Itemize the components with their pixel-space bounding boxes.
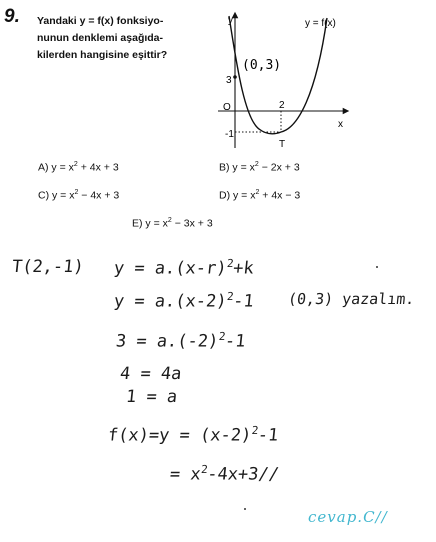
line-2-a: y = a.(x-2) [112, 291, 228, 312]
stem-line-1: Yandaki y = f(x) fonksiyo- [37, 15, 164, 27]
line-7-mark: // [257, 464, 280, 485]
option-a-prefix: A) y = x [38, 161, 74, 174]
solution-line-5: 1 = a [124, 387, 179, 407]
solution-line-6 [107, 424, 280, 446]
solution-line-7 [169, 463, 280, 485]
option-c-exp: 2 [74, 189, 79, 196]
x-axis-label: x [338, 119, 343, 130]
minus-one-label: -1 [225, 129, 234, 140]
line-2-b: -1 [232, 291, 255, 312]
stem-line-3: kilerden hangisine eşittir? [37, 49, 168, 61]
line-3-exp: 2 [218, 330, 227, 343]
option-d[interactable] [219, 189, 300, 202]
point-annotation: (0,3) [242, 58, 282, 73]
option-b[interactable] [219, 161, 300, 174]
y-intercept-label: 3 [226, 75, 232, 86]
option-d-exp: 2 [255, 189, 260, 196]
option-a-exp: 2 [73, 161, 78, 168]
question-number: 9. [4, 6, 20, 27]
vertex-name-label: T [279, 139, 286, 150]
option-a-rest: + 4x + 3 [77, 161, 119, 174]
option-d-prefix: D) y = x [219, 189, 256, 202]
parabola-graph [216, 10, 356, 152]
vertex-x-label: 2 [279, 100, 285, 111]
stem-line-2: nunun denklemi aşağıda- [37, 32, 164, 44]
option-e-rest: − 3x + 3 [171, 217, 213, 230]
solution-line-3 [115, 330, 247, 352]
line-7-a: = x [168, 464, 202, 485]
line-1-a: y = a.(x-r) [112, 258, 228, 279]
option-c-prefix: C) y = x [38, 189, 75, 202]
y-axis-label: y [228, 15, 233, 26]
origin-label: O [223, 102, 231, 113]
option-c-rest: − 4x + 3 [78, 189, 120, 202]
question-stem [37, 13, 207, 64]
substitution-note: (0,3) yazalım. [287, 290, 416, 308]
line-7-b: -4x+3 [206, 464, 260, 485]
parabola-curve [229, 16, 327, 134]
handwritten-answer: cevap.C// [308, 508, 388, 526]
option-e[interactable] [132, 217, 213, 230]
line-3-b: -1 [223, 331, 247, 352]
line-6-exp: 2 [251, 424, 260, 437]
stray-dot-2 [244, 508, 246, 510]
line-1-b: +k [232, 258, 255, 279]
line-1-exp: 2 [226, 257, 235, 270]
line-7-exp: 2 [200, 463, 209, 476]
option-b-prefix: B) y = x [219, 161, 255, 174]
option-e-prefix: E) y = x [132, 217, 168, 230]
solution-line-1 [113, 257, 255, 279]
solution-line-2 [113, 290, 255, 312]
option-b-rest: − 2x + 3 [258, 161, 300, 174]
solution-line-4: 4 = 4a [118, 364, 183, 384]
option-b-exp: 2 [254, 161, 259, 168]
option-d-rest: + 4x − 3 [259, 189, 301, 202]
option-c[interactable] [38, 189, 119, 202]
stray-dot [376, 266, 378, 268]
option-e-exp: 2 [167, 217, 172, 224]
line-6-b: -1 [256, 425, 280, 446]
line-2-exp: 2 [226, 290, 235, 303]
vertex-note: T(2,-1) [10, 257, 85, 277]
y-intercept-point [233, 75, 237, 79]
line-6-a: f(x)=y = (x-2) [106, 425, 253, 446]
line-3-a: 3 = a.(-2) [114, 331, 220, 352]
option-a[interactable] [38, 161, 119, 174]
curve-label: y = f(x) [305, 18, 336, 29]
